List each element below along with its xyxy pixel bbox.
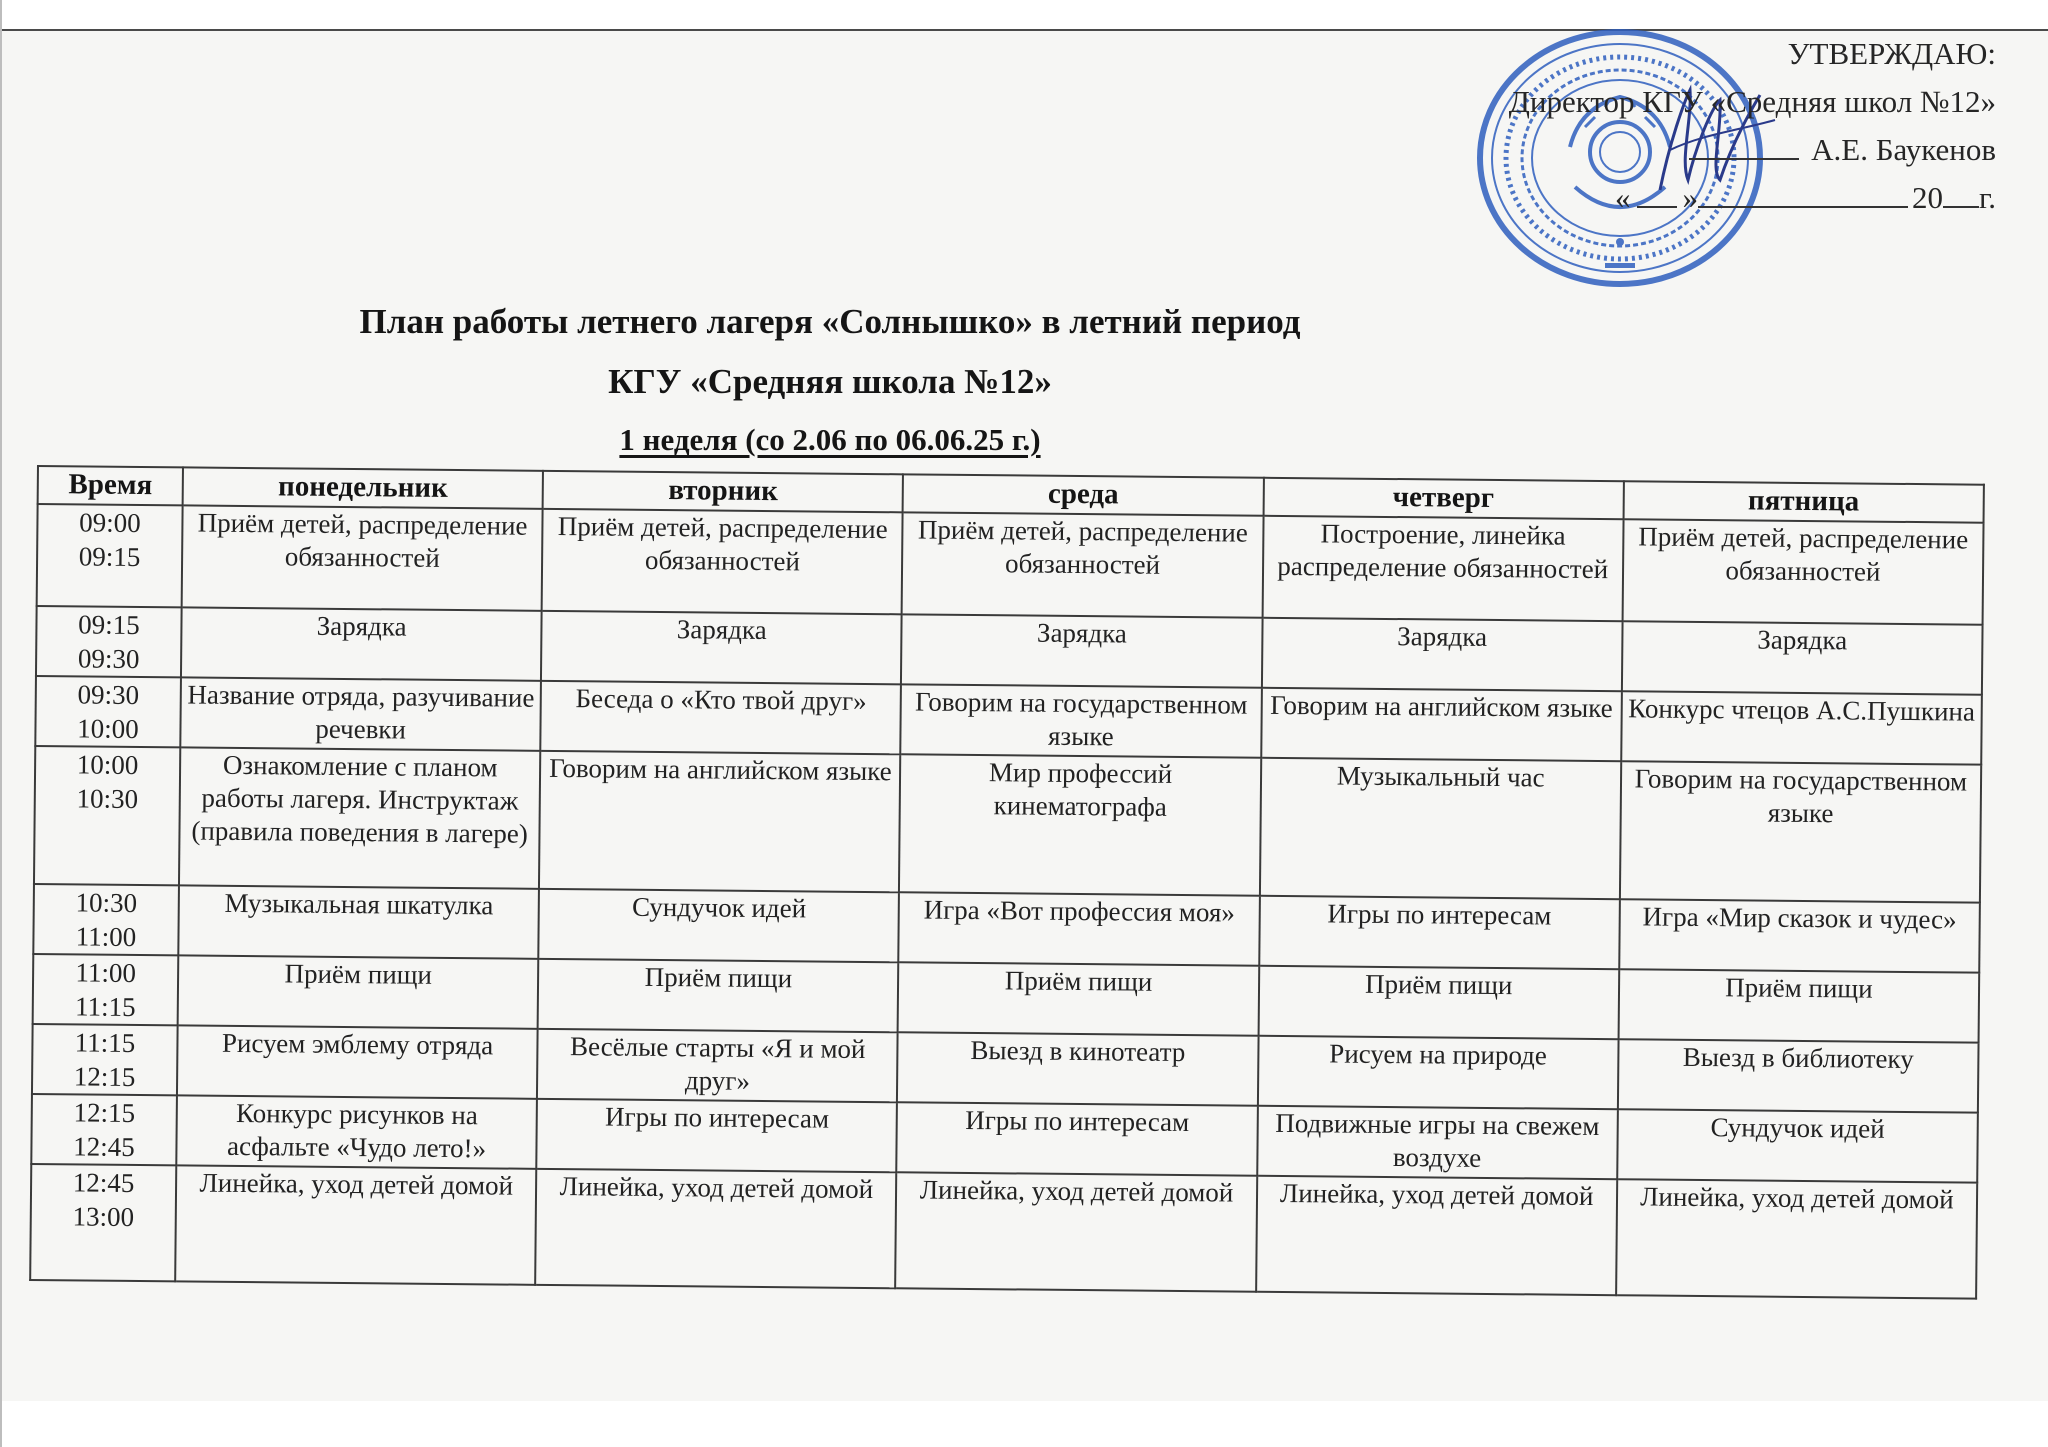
time-end: 11:15 xyxy=(74,991,136,1022)
activity-cell: Приём детей, распределение обязанностей xyxy=(182,505,543,610)
time-cell xyxy=(37,504,183,607)
time-start: 11:00 xyxy=(75,957,137,988)
time-end: 11:00 xyxy=(75,921,137,952)
activity-cell: Мир профессий кинематографа xyxy=(899,754,1260,895)
document-title: План работы летнего лагеря «Солнышко» в летний период xyxy=(359,302,1301,341)
time-start: 09:30 xyxy=(77,679,140,710)
time-start: 09:00 xyxy=(79,507,141,538)
time-end: 09:30 xyxy=(77,643,140,674)
activity-cell: Сундучок идей xyxy=(1617,1109,1978,1182)
time-cell xyxy=(31,1094,177,1165)
week-period-text: 1 неделя (со 2.06 по 06.06.25 г.) xyxy=(619,422,1041,457)
activity-cell: Подвижные игры на свежем воздухе xyxy=(1257,1106,1618,1179)
year-label: 20 xyxy=(1912,180,1944,215)
page-left-edge xyxy=(0,0,2,1447)
approval-heading: УТВЕРЖДАЮ: xyxy=(1787,36,1996,71)
activity-cell: Линейка, уход детей домой xyxy=(175,1165,536,1284)
activity-cell: Беседа о «Кто твой друг» xyxy=(541,681,902,754)
time-cell xyxy=(32,1024,178,1095)
header-friday: пятница xyxy=(1623,481,1984,522)
activity-cell: Приём пищи xyxy=(178,955,539,1028)
header-monday: понедельник xyxy=(183,467,544,508)
activity-cell: Игра «Вот профессия моя» xyxy=(899,892,1260,965)
activity-cell: Музыкальная шкатулка xyxy=(178,885,539,958)
activity-cell: Говорим на государственном языке xyxy=(901,684,1262,757)
activity-cell: Игра «Мир сказок и чудес» xyxy=(1619,899,1980,972)
time-cell xyxy=(36,606,182,677)
header-thursday: четверг xyxy=(1263,478,1624,519)
activity-cell: Рисуем на природе xyxy=(1257,1036,1618,1109)
activity-cell: Зарядка xyxy=(541,611,902,684)
activity-cell: Говорим на английском языке xyxy=(539,751,900,892)
activity-cell: Выезд в библиотеку xyxy=(1618,1039,1979,1112)
activity-cell: Приём пищи xyxy=(1618,969,1979,1042)
activity-cell: Рисуем эмблему отряда xyxy=(177,1025,538,1098)
activity-cell: Построение, линейка распределение обязанностей xyxy=(1262,516,1623,621)
time-start: 12:45 xyxy=(72,1167,135,1198)
year-blank xyxy=(1943,176,1979,208)
activity-cell: Игры по интересам xyxy=(1259,896,1620,969)
approval-position: Директор КГУ «Средняя школ №12» xyxy=(1508,84,1996,119)
time-cell xyxy=(33,884,179,955)
activity-cell: Зарядка xyxy=(181,607,542,680)
time-end: 09:15 xyxy=(78,541,141,572)
activity-cell: Ознакомление с планом работы лагеря. Инструктаж (правила поведения в лагере) xyxy=(179,747,540,888)
time-end: 10:30 xyxy=(76,783,139,814)
activity-cell: Зарядка xyxy=(1261,618,1622,691)
activity-cell: Зарядка xyxy=(1622,621,1983,694)
activity-cell: Линейка, уход детей домой xyxy=(1256,1176,1617,1295)
top-margin xyxy=(0,0,2048,29)
activity-cell: Конкурс рисунков на асфальте «Чудо лето!» xyxy=(176,1095,537,1168)
time-start: 09:15 xyxy=(78,609,140,640)
time-start: 10:30 xyxy=(75,887,138,918)
table-row xyxy=(37,504,1984,625)
time-end: 10:00 xyxy=(77,713,139,744)
time-start: 12:15 xyxy=(73,1097,136,1128)
time-end: 12:15 xyxy=(73,1061,136,1092)
activity-cell: Игры по интересам xyxy=(537,1099,898,1172)
table-row xyxy=(30,1164,1977,1299)
header-time: Время xyxy=(38,466,183,505)
day-blank xyxy=(1637,176,1677,208)
header-wednesday: среда xyxy=(903,474,1264,515)
time-end: 13:00 xyxy=(72,1201,135,1232)
activity-cell: Весёлые старты «Я и мой друг» xyxy=(537,1029,898,1102)
approval-block xyxy=(1509,30,1996,222)
activity-cell: Линейка, уход детей домой xyxy=(896,1172,1257,1291)
week-period xyxy=(10,422,1650,458)
time-cell xyxy=(33,954,179,1025)
time-start: 11:15 xyxy=(74,1027,136,1058)
activity-cell: Игры по интересам xyxy=(897,1102,1258,1175)
date-open-quote: « xyxy=(1615,180,1631,215)
date-close-quote: » xyxy=(1682,180,1699,215)
activity-cell: Выезд в кинотеатр xyxy=(897,1032,1258,1105)
schedule-table xyxy=(29,465,1985,1300)
month-blank xyxy=(1698,176,1908,208)
activity-cell: Говорим на государственном языке xyxy=(1620,761,1982,902)
activity-cell: Говорим на английском языке xyxy=(1261,688,1622,761)
activity-cell: Приём детей, распределение обязанностей xyxy=(542,509,903,614)
activity-cell: Линейка, уход детей домой xyxy=(1616,1179,1977,1298)
year-suffix: г. xyxy=(1979,180,1996,215)
activity-cell: Название отряда, разучивание речевки xyxy=(180,677,541,750)
time-cell xyxy=(34,746,180,885)
activity-cell: Приём пищи xyxy=(1258,966,1619,1039)
time-start: 10:00 xyxy=(76,749,139,780)
time-cell xyxy=(35,676,181,747)
activity-cell: Приём детей, распределение обязанностей xyxy=(1622,519,1983,624)
activity-cell: Музыкальный час xyxy=(1259,758,1620,899)
approval-name: А.Е. Баукенов xyxy=(1811,132,1996,167)
activity-cell: Сундучок идей xyxy=(539,889,900,962)
activity-cell: Приём детей, распределение обязанностей xyxy=(902,512,1263,617)
header-tuesday: вторник xyxy=(543,471,904,512)
activity-cell: Приём пищи xyxy=(538,959,899,1032)
signature-line xyxy=(1689,128,1799,160)
time-end: 12:45 xyxy=(73,1131,135,1162)
school-name: КГУ «Средняя школа №12» xyxy=(608,362,1052,401)
table-row xyxy=(34,746,1981,903)
activity-cell: Линейка, уход детей домой xyxy=(535,1169,896,1288)
time-cell xyxy=(30,1164,176,1281)
activity-cell: Конкурс чтецов А.С.Пушкина xyxy=(1621,691,1982,764)
activity-cell: Зарядка xyxy=(901,614,1262,687)
activity-cell: Приём пищи xyxy=(898,962,1259,1035)
